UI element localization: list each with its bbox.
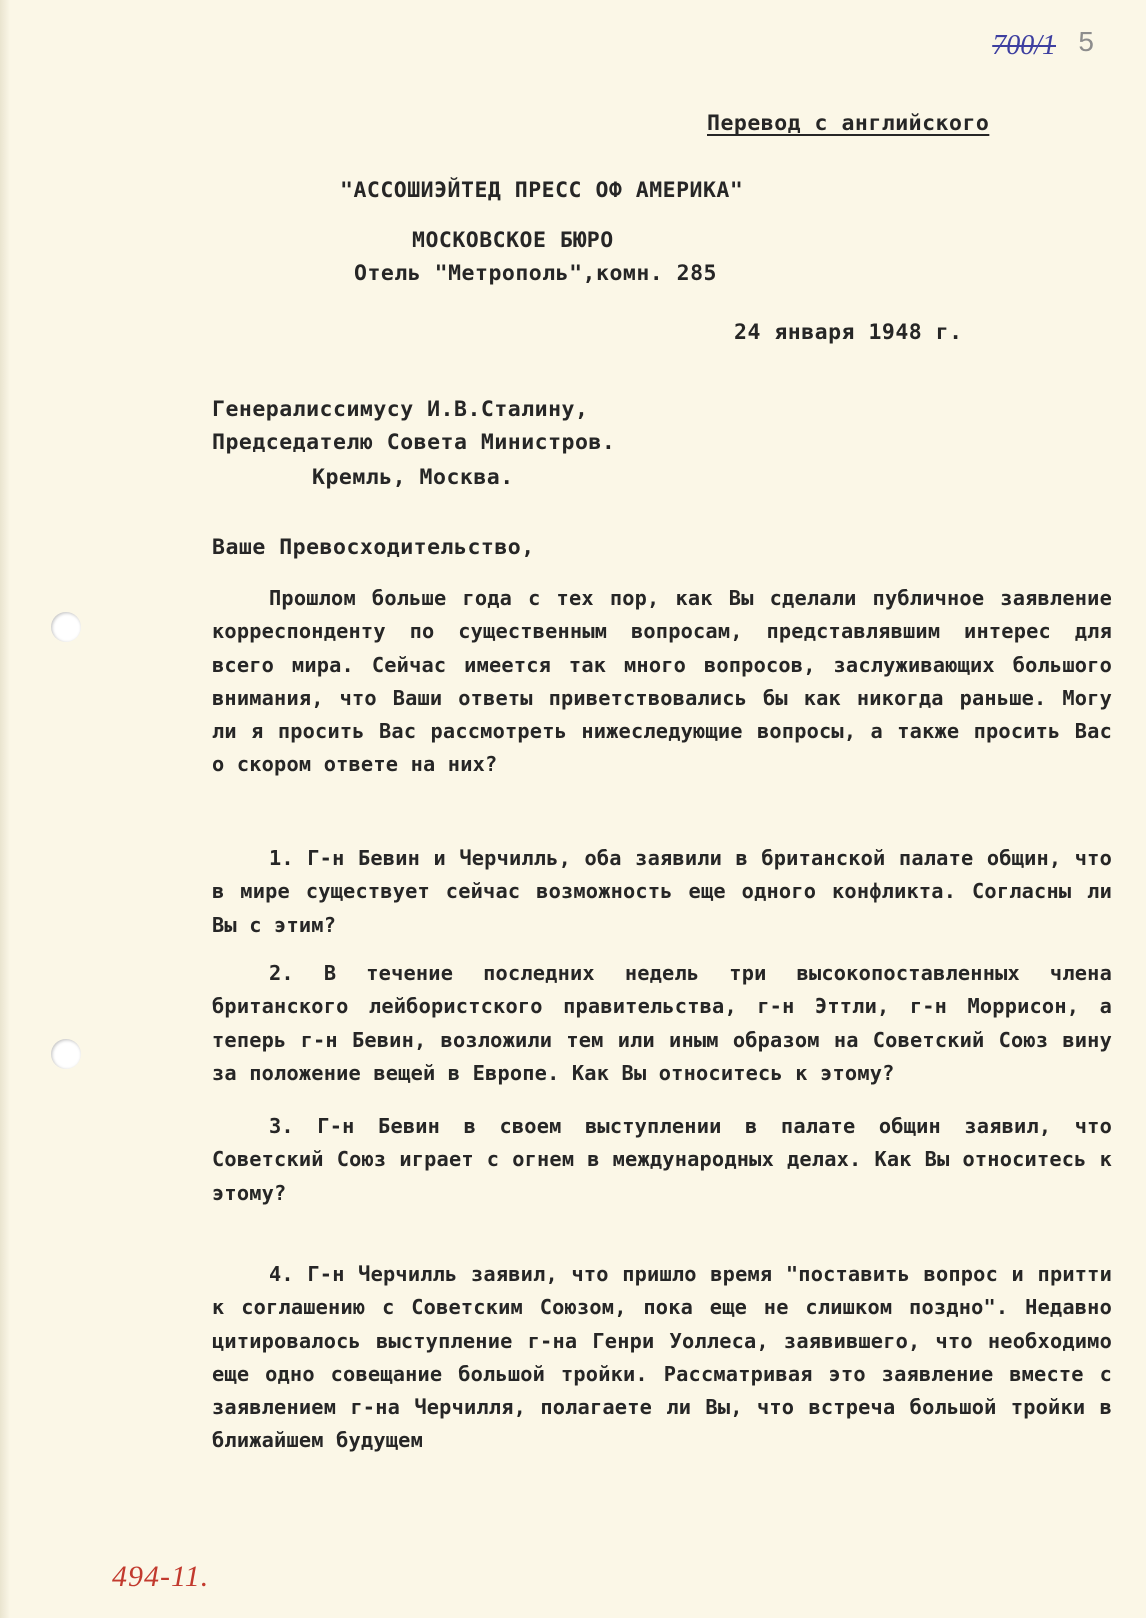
question-2: 2. В течение последних недель три высокопоставленных члена британского лейбористского правительства, г-н Эттли, г-н Моррисон, а теперь г-н Бевин, возложили тем или иным образом на Советский Союз вину за положение вещей в Европе. Как Вы относитесь к этому?	[212, 961, 1112, 1085]
sender-address: Отель "Метрополь",комн. 285	[354, 261, 717, 286]
folio-old-number: 700/1	[992, 30, 1056, 61]
sender-agency: "АССОШИЭЙТЕД ПРЕСС ОФ АМЕРИКА"	[340, 178, 744, 203]
translation-note: Перевод с английского	[707, 111, 990, 136]
folio-new-number: 5	[1078, 26, 1094, 57]
intro-paragraph: Прошлом больше года с тех пор, как Вы сделали публичное заявление корреспонденту по существенным вопросам, представлявшим интерес для всего мира. Сейчас имеется так много вопросов, заслуживающих большого внимания, что Ваши ответы приветствовались бы как никогда раньше. Могу ли я просить Вас рассмотреть нижеследующие вопросы, а также просить Вас о скором ответе на них?	[212, 586, 1112, 777]
punch-hole	[51, 612, 81, 642]
question-1: 1. Г-н Бевин и Черчилль, оба заявили в британской палате общин, что в мире существует сейчас возможность еще одного конфликта. Согласны ли Вы с этим?	[212, 846, 1112, 937]
letter-date: 24 января 1948 г.	[734, 320, 963, 345]
recipient-name: Генералиссимусу И.В.Сталину,	[212, 397, 589, 422]
question-3: 3. Г-н Бевин в своем выступлении в палате общин заявил, что Советский Союз играет с огнем в международных делах. Как Вы относитесь к этому?	[212, 1114, 1112, 1205]
archive-handwritten-mark: 494-11.	[112, 1560, 210, 1593]
page-edge-shadow	[0, 0, 10, 1618]
recipient-title: Председателю Совета Министров.	[212, 430, 616, 455]
sender-bureau: МОСКОВСКОЕ БЮРО	[412, 228, 614, 253]
question-4: 4. Г-н Черчилль заявил, что пришло время "поставить вопрос и притти к соглашению с Советским Союзом, пока еще не слишком поздно". Недавно цитировалось выступление г-на Генри Уоллеса, заявившего, что необходимо еще одно совещание большой тройки. Рассматривая это заявление вместе с заявлением г-на Черчилля, полагаете ли Вы, что встреча большой тройки в ближайшем будущем	[212, 1262, 1112, 1453]
salutation: Ваше Превосходительство,	[212, 535, 535, 560]
punch-hole	[51, 1039, 81, 1069]
recipient-location: Кремль, Москва.	[312, 465, 514, 490]
